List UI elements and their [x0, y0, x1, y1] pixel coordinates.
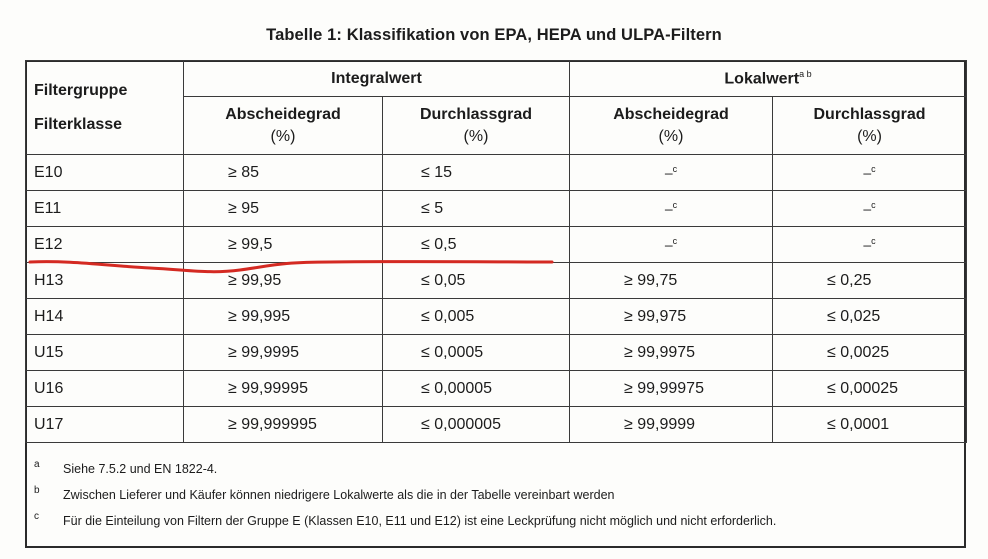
- cell-lokal-durchlassgrad: –$^c$: [773, 155, 967, 191]
- cell-lokal-durchlassgrad: ≤ 0,0001: [773, 407, 967, 443]
- table-row: [26, 299, 967, 335]
- table-row: [26, 191, 967, 227]
- cell-integral-abscheidegrad: ≥ 99,95: [184, 263, 383, 299]
- table-row: [26, 407, 967, 443]
- cell-lokal-abscheidegrad: –$^c$: [570, 227, 773, 263]
- header-lokal-durchlassgrad: Durchlassgrad (%): [773, 97, 967, 155]
- footnote-a: a Siehe 7.5.2 und EN 1822-4.: [34, 459, 218, 476]
- table-row: [26, 335, 967, 371]
- header-filtergruppe: Filtergruppe: [34, 81, 128, 99]
- cell-lokal-abscheidegrad: ≥ 99,975: [570, 299, 773, 335]
- cell-filter-class: E11: [26, 191, 184, 227]
- table-row: [26, 155, 967, 191]
- cell-lokal-abscheidegrad: ≥ 99,9975: [570, 335, 773, 371]
- header-filter-class: [26, 61, 184, 155]
- cell-lokal-abscheidegrad: ≥ 99,99975: [570, 371, 773, 407]
- cell-integral-abscheidegrad: ≥ 85: [184, 155, 383, 191]
- cell-integral-durchlassgrad: ≤ 0,005: [383, 299, 570, 335]
- cell-filter-class: H14: [26, 299, 184, 335]
- cell-lokal-durchlassgrad: ≤ 0,025: [773, 299, 967, 335]
- cell-lokal-abscheidegrad: ≥ 99,9999: [570, 407, 773, 443]
- cell-integral-abscheidegrad: ≥ 99,9995: [184, 335, 383, 371]
- cell-lokal-durchlassgrad: ≤ 0,0025: [773, 335, 967, 371]
- cell-integral-durchlassgrad: ≤ 0,000005: [383, 407, 570, 443]
- cell-lokal-durchlassgrad: ≤ 0,00025: [773, 371, 967, 407]
- header-lokalwert: Lokalwert$^{a b}$: [570, 61, 967, 97]
- cell-integral-abscheidegrad: ≥ 95: [184, 191, 383, 227]
- table-row: [26, 371, 967, 407]
- header-integral-durchlassgrad: Durchlassgrad (%): [383, 97, 570, 155]
- header-lokal-abscheidegrad: Abscheidegrad (%): [570, 97, 773, 155]
- cell-integral-durchlassgrad: ≤ 5: [383, 191, 570, 227]
- cell-integral-abscheidegrad: ≥ 99,99995: [184, 371, 383, 407]
- footnote-c: c Für die Einteilung von Filtern der Gruppe E (Klassen E10, E11 und E12) ist eine Leckprüfung nicht möglich und nicht erforderlich.: [34, 511, 777, 528]
- table-row: [26, 227, 967, 263]
- cell-lokal-abscheidegrad: ≥ 99,75: [570, 263, 773, 299]
- lokalwert-footnote-marks: a b: [799, 68, 812, 79]
- table-row: [26, 263, 967, 299]
- header-integral-abscheidegrad: Abscheidegrad (%): [184, 97, 383, 155]
- cell-lokal-durchlassgrad: ≤ 0,25: [773, 263, 967, 299]
- cell-lokal-durchlassgrad: –$^c$: [773, 191, 967, 227]
- cell-filter-class: H13: [26, 263, 184, 299]
- table-title: Tabelle 1: Klassifikation von EPA, HEPA und ULPA-Filtern: [266, 26, 722, 44]
- header-integralwert: Integralwert: [184, 61, 570, 97]
- footnote-b: b Zwischen Lieferer und Käufer können niedrigere Lokalwerte als die in der Tabelle vereinbart werden: [34, 485, 615, 502]
- header-filterklasse: Filterklasse: [34, 115, 123, 133]
- cell-integral-abscheidegrad: ≥ 99,995: [184, 299, 383, 335]
- cell-integral-durchlassgrad: ≤ 0,0005: [383, 335, 570, 371]
- cell-filter-class: E10: [26, 155, 184, 191]
- cell-filter-class: U17: [26, 407, 184, 443]
- cell-filter-class: E12: [26, 227, 184, 263]
- cell-lokal-abscheidegrad: –$^c$: [570, 155, 773, 191]
- cell-lokal-abscheidegrad: –$^c$: [570, 191, 773, 227]
- footnotes: [27, 452, 964, 534]
- cell-integral-durchlassgrad: ≤ 0,00005: [383, 371, 570, 407]
- cell-filter-class: U15: [26, 335, 184, 371]
- cell-lokal-durchlassgrad: –$^c$: [773, 227, 967, 263]
- cell-integral-abscheidegrad: ≥ 99,999995: [184, 407, 383, 443]
- classification-table: [25, 60, 967, 443]
- cell-integral-durchlassgrad: ≤ 15: [383, 155, 570, 191]
- cell-integral-durchlassgrad: ≤ 0,05: [383, 263, 570, 299]
- cell-integral-durchlassgrad: ≤ 0,5: [383, 227, 570, 263]
- cell-integral-abscheidegrad: ≥ 99,5: [184, 227, 383, 263]
- cell-filter-class: U16: [26, 371, 184, 407]
